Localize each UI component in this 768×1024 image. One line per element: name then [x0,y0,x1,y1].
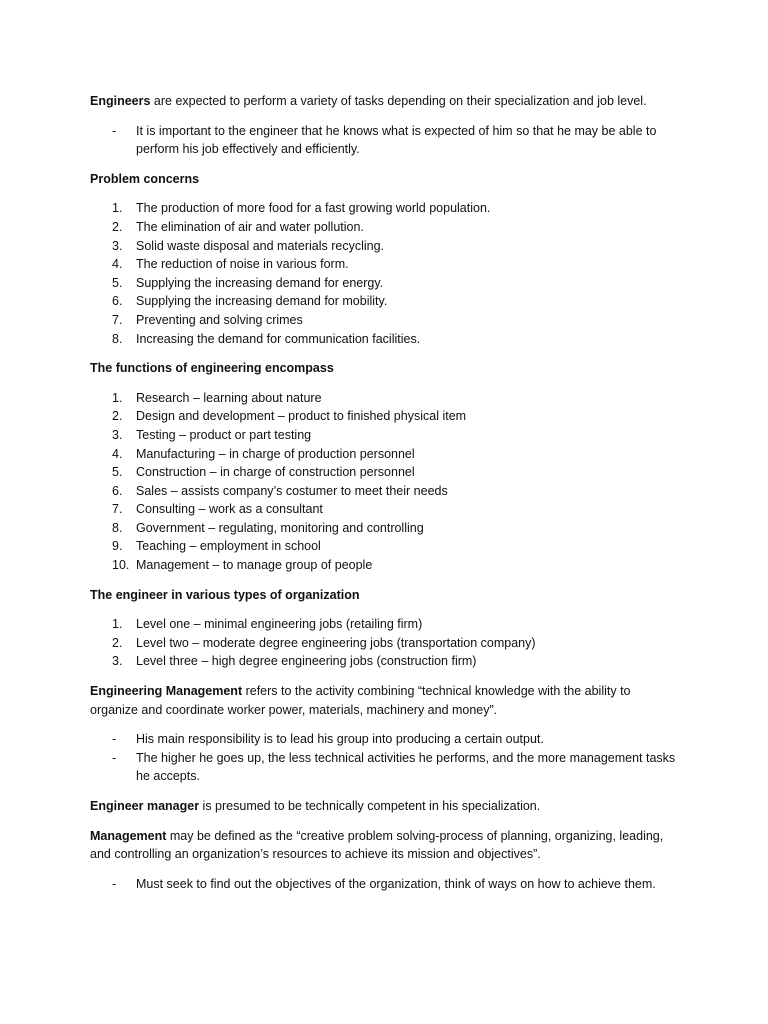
list-item [90,537,678,556]
list-item-text: The production of more food for a fast growing world population. [136,201,491,216]
problem-concerns-heading: Problem concerns [90,171,200,186]
list-number: 5. [112,275,123,290]
list-item [90,749,678,786]
engineering-management-text: refers to the activity combining “technical knowledge with the ability to organize and coordinate worker power, materials, machinery and money”. [90,684,631,717]
list-number: 10. [112,558,130,573]
intro-text: are expected to perform a variety of tasks depending on their specialization and job level. [150,94,647,108]
list-number: 9. [112,539,123,554]
list-number: 7. [112,312,123,327]
list-number: 5. [112,465,123,480]
list-item-text: Sales – assists company’s costumer to meet their needs [136,483,448,498]
list-number: 3. [112,427,123,442]
list-number: 8. [112,520,123,535]
list-item-text: Government – regulating, monitoring and controlling [136,520,424,535]
functions-list [90,389,678,575]
list-item-text: Increasing the demand for communication facilities. [136,331,421,346]
list-number: 2. [112,635,123,650]
list-number: 4. [112,446,123,461]
list-item [90,652,678,671]
intro-paragraph [90,92,678,111]
problem-concerns-list [90,199,678,348]
management-text: may be defined as the “creative problem solving-process of planning, organizing, leading, and controlling an organization’s resources to achieve its mission and objectives”. [90,828,664,862]
list-number: 7. [112,502,123,517]
list-item-text: The higher he goes up, the less technical activities he performs, and the more management tasks he accepts. [136,750,676,784]
list-item [90,389,678,408]
list-item [90,426,678,445]
list-item [90,407,678,426]
list-item-text: Level one – minimal engineering jobs (retailing firm) [136,617,423,632]
list-number: 1. [112,617,123,632]
list-item-text: The reduction of noise in various form. [136,257,349,272]
list-item-text: Level two – moderate degree engineering jobs (transportation company) [136,635,536,650]
dash-marker: - [112,750,117,765]
engineer-manager-paragraph [90,797,678,816]
list-item [90,519,678,538]
list-item [90,615,678,634]
management-paragraph [90,827,678,864]
list-item-text: Supplying the increasing demand for energy. [136,275,384,290]
organization-list [90,615,678,671]
engineering-management-bullets [90,730,678,786]
list-item-text: Manufacturing – in charge of production personnel [136,446,415,461]
list-item-text: His main responsibility is to lead his group into producing a certain output. [136,732,544,747]
list-item [90,122,678,159]
organization-heading: The engineer in various types of organization [90,587,360,602]
list-item-text: Solid waste disposal and materials recycling. [136,238,385,253]
list-item [90,237,678,256]
list-item [90,556,678,575]
list-item-text: Consulting – work as a consultant [136,502,323,517]
intro-bullets [90,122,678,159]
intro-term: Engineers [90,94,151,108]
list-item [90,292,678,311]
engineer-manager-text: is presumed to be technically competent in his specialization. [199,799,541,813]
list-item-text: Design and development – product to finished physical item [136,409,467,424]
dash-marker: - [112,123,117,138]
list-item [90,730,678,749]
list-item [90,482,678,501]
list-item-text: The elimination of air and water pollution. [136,219,364,234]
list-number: 2. [112,219,123,234]
list-item-text: Preventing and solving crimes [136,312,303,327]
dash-marker: - [112,732,117,747]
list-item [90,255,678,274]
list-item-text: Testing – product or part testing [136,427,312,442]
list-item-text: It is important to the engineer that he knows what is expected of him so that he may be able to perform his job effectively and efficiently. [136,123,657,157]
list-item-text: Construction – in charge of construction personnel [136,465,415,480]
list-item-text: Must seek to find out the objectives of the organization, think of ways on how to achieve them. [136,876,656,891]
list-item [90,634,678,653]
list-item [90,274,678,293]
list-number: 1. [112,201,123,216]
list-item [90,311,678,330]
list-item [90,445,678,464]
list-number: 1. [112,390,123,405]
list-item [90,199,678,218]
management-term: Management [90,828,167,843]
engineer-manager-term: Engineer manager [90,799,200,813]
list-item [90,875,678,894]
engineering-management-term: Engineering Management [90,684,243,699]
list-item-text: Level three – high degree engineering jobs (construction firm) [136,654,477,669]
list-item-text: Research – learning about nature [136,390,322,405]
list-number: 4. [112,257,123,272]
list-item [90,218,678,237]
dash-marker: - [112,876,117,891]
list-number: 8. [112,331,123,346]
engineering-management-paragraph [90,682,678,719]
list-number: 6. [112,483,123,498]
list-item [90,500,678,519]
list-number: 2. [112,409,123,424]
functions-heading: The functions of engineering encompass [90,361,334,376]
list-number: 3. [112,238,123,253]
list-number: 3. [112,654,123,669]
list-item-text: Management – to manage group of people [136,558,373,573]
list-item-text: Teaching – employment in school [136,539,321,554]
list-item [90,330,678,349]
management-bullets [90,875,678,894]
list-number: 6. [112,294,123,309]
list-item-text: Supplying the increasing demand for mobility. [136,294,388,309]
list-item [90,463,678,482]
